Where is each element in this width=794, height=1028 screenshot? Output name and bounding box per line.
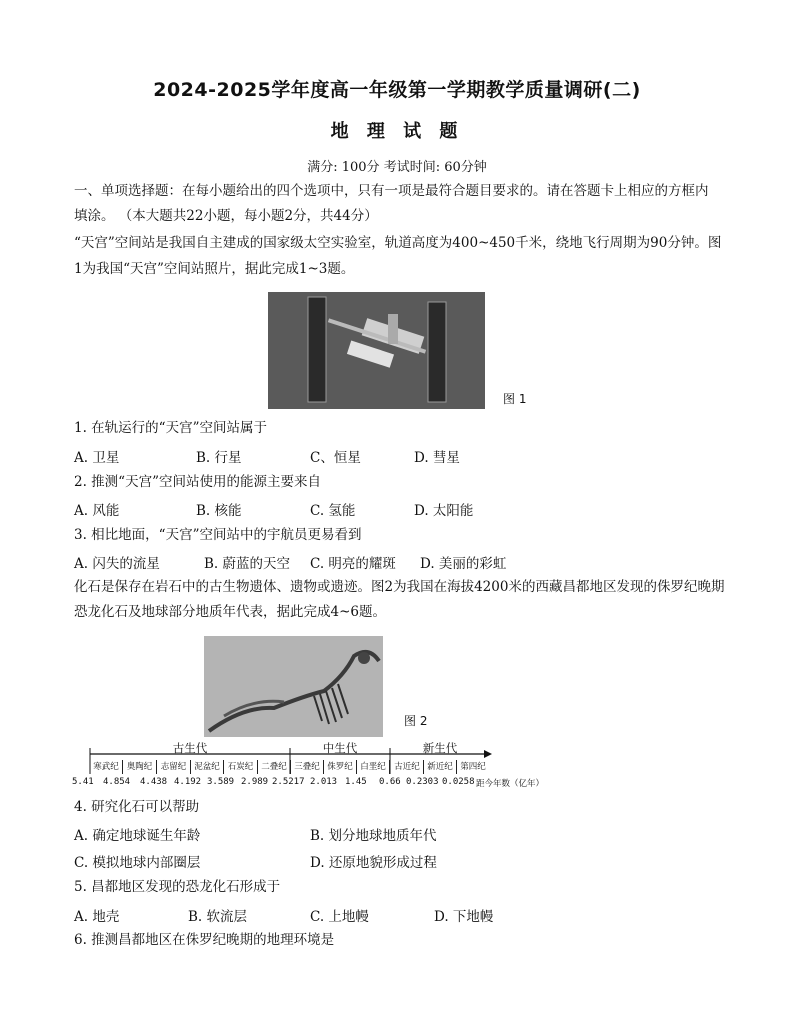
period-devonian: 泥盆纪	[191, 760, 224, 774]
passage2-line1: 化石是保存在岩石中的古生物遗体、遗物或遗迹。图2为我国在海拔4200米的西藏昌都地区发现的侏罗纪晚期	[74, 579, 725, 595]
period-permian: 二叠纪	[258, 760, 291, 774]
q4-option-d: D. 还原地貌形成过程	[310, 855, 437, 871]
age-paleogene-start: 0.66	[379, 777, 401, 787]
period-jurassic: 侏罗纪	[324, 760, 357, 774]
q4-option-b: B. 划分地球地质年代	[310, 828, 437, 844]
period-quaternary: 第四纪	[460, 762, 486, 772]
section-instruction-line1: 一、单项选择题：在每小题给出的四个选项中，只有一项是最符合题目要求的。请在答题卡上相应的方框内	[74, 183, 709, 199]
space-station-illustration	[268, 292, 485, 409]
q5-option-d: D. 下地幔	[434, 909, 494, 925]
era-paleozoic: 古生代	[172, 741, 208, 755]
period-carboniferous: 石炭纪	[224, 760, 258, 774]
exam-subtitle: 地 理 试 题	[330, 121, 464, 142]
q4-option-c: C. 模拟地球内部圈层	[74, 855, 201, 871]
age-jurassic-start: 2.013	[310, 777, 338, 787]
passage2-line2: 恐龙化石及地球部分地质年代表，据此完成4~6题。	[74, 604, 386, 620]
q3-option-c: C. 明亮的耀斑	[310, 556, 396, 572]
age-cambrian-start: 5.41	[72, 777, 94, 787]
geologic-timeline	[64, 740, 554, 790]
q4-stem: 4. 研究化石可以帮助	[74, 799, 200, 815]
period-triassic: 三叠纪	[291, 760, 324, 774]
passage1-line1: “天宫”空间站是我国自主建成的国家级太空实验室，轨道高度为400~450千米，绕地飞行周期为90分钟。图	[74, 235, 722, 251]
q4-option-a: A. 确定地球诞生年龄	[74, 828, 201, 844]
q3-option-a: A. 闪失的流星	[74, 556, 160, 572]
age-ordovician-start: 4.854	[103, 777, 131, 787]
fossil-illustration	[204, 636, 383, 737]
q2-option-b: B. 核能	[196, 503, 242, 519]
age-devonian-start: 4.192	[174, 777, 202, 787]
q6-stem: 6. 推测昌都地区在侏罗纪晚期的地理环境是	[74, 932, 335, 948]
q3-stem: 3. 相比地面，“天宫”空间站中的宇航员更易看到	[74, 527, 362, 543]
age-quaternary-start: 0.0258	[442, 777, 475, 787]
q5-stem: 5. 昌都地区发现的恐龙化石形成于	[74, 879, 281, 895]
age-permian-start: 2.989	[241, 777, 269, 787]
age-silurian-start: 4.438	[140, 777, 168, 787]
era-cenozoic: 新生代	[422, 741, 458, 755]
q1-option-b: B. 行星	[196, 450, 242, 466]
q1-option-a: A. 卫星	[74, 450, 120, 466]
period-silurian: 志留纪	[157, 760, 191, 774]
q5-option-b: B. 软流层	[188, 909, 248, 925]
q1-stem: 1. 在轨运行的“天宫”空间站属于	[74, 420, 267, 436]
age-carboniferous-start: 3.589	[207, 777, 235, 787]
period-cambrian: 寒武纪	[90, 760, 123, 774]
age-neogene-start: 0.2303	[406, 777, 439, 787]
section-instruction-line2: 填涂。 （本大题共22小题，每小题2分，共44分）	[74, 208, 378, 224]
passage1-line2: 1为我国“天宫”空间站照片，据此完成1~3题。	[74, 261, 355, 277]
figure2-label: 图 2	[404, 714, 428, 728]
period-paleogene: 古近纪	[391, 760, 424, 774]
q1-option-c: C、恒星	[310, 450, 361, 466]
age-triassic-start: 2.5217	[272, 777, 305, 787]
exam-title: 2024-2025学年度高一年级第一学期教学质量调研(二)	[153, 79, 641, 101]
q1-option-d: D. 彗星	[414, 450, 460, 466]
figure1-label: 图 1	[503, 392, 527, 406]
age-cretaceous-start: 1.45	[345, 777, 367, 787]
space-station-photo	[268, 292, 485, 409]
age-unit-label: 距今年数（亿年）	[476, 779, 545, 789]
q2-option-c: C. 氢能	[310, 503, 356, 519]
q5-option-a: A. 地壳	[74, 909, 120, 925]
period-cretaceous: 白垩纪	[357, 760, 390, 774]
period-ordovician: 奥陶纪	[123, 760, 157, 774]
exam-info: 满分: 100分 考试时间: 60分钟	[307, 160, 487, 175]
era-mesozoic: 中生代	[322, 741, 358, 755]
dinosaur-fossil-photo	[204, 636, 383, 737]
q3-option-d: D. 美丽的彩虹	[420, 556, 507, 572]
period-neogene: 新近纪	[424, 760, 457, 774]
q5-option-c: C. 上地幔	[310, 909, 369, 925]
q2-option-a: A. 风能	[74, 503, 120, 519]
q2-stem: 2. 推测“天宫”空间站使用的能源主要来自	[74, 474, 321, 490]
q2-option-d: D. 太阳能	[414, 503, 474, 519]
q3-option-b: B. 蔚蓝的天空	[204, 556, 291, 572]
